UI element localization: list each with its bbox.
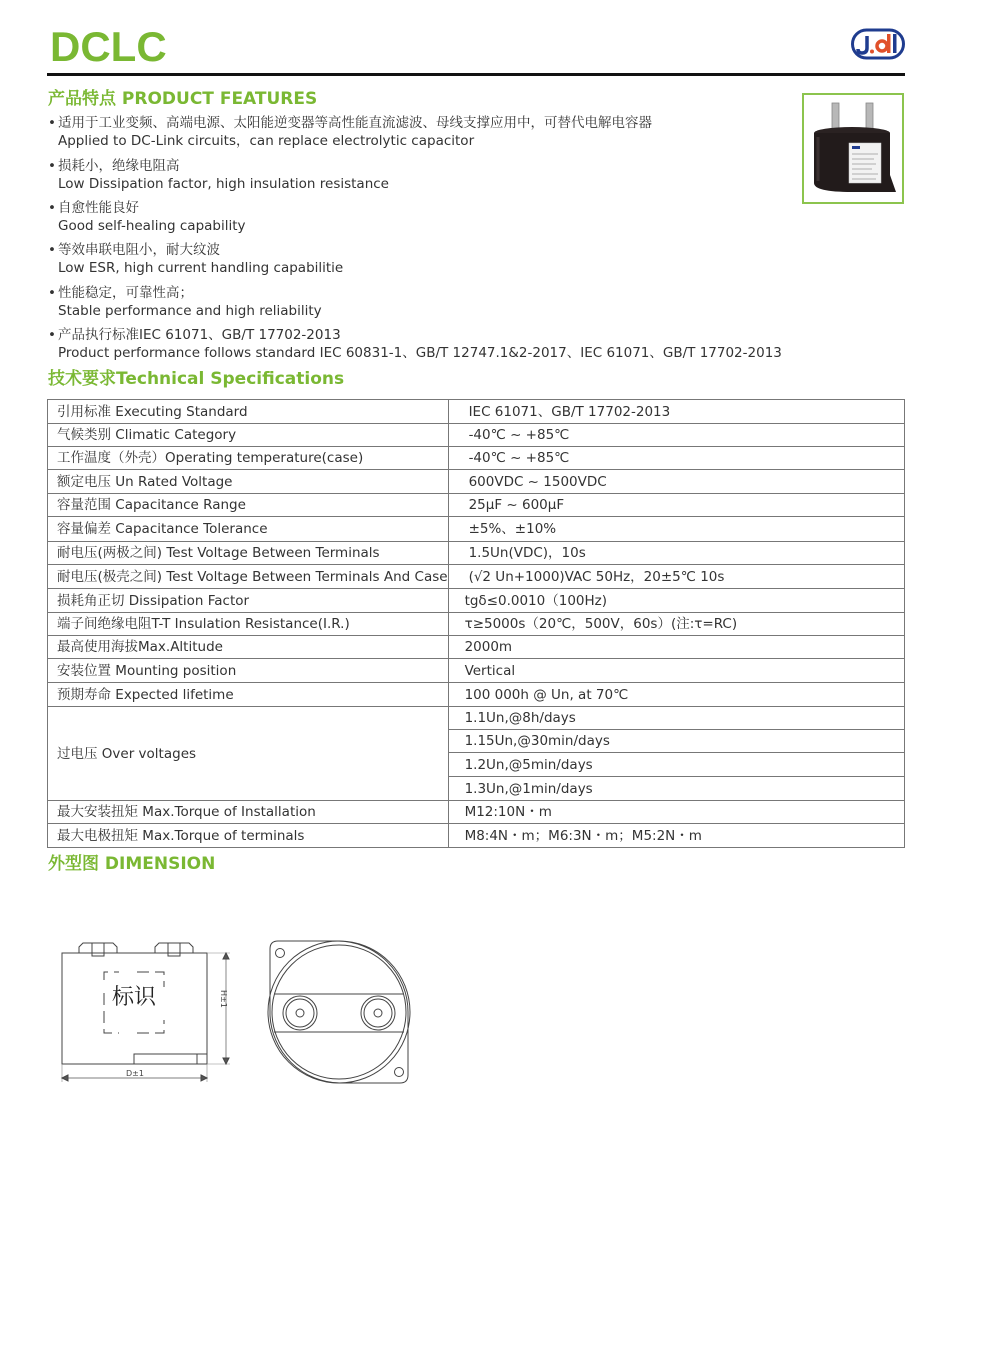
spec-value: Vertical [448, 659, 904, 683]
spec-label: 额定电压 Un Rated Voltage [48, 470, 449, 494]
spec-label: 最大电极扭矩 Max.Torque of terminals [48, 824, 449, 848]
spec-label: 耐电压(两极之间) Test Voltage Between Terminals [48, 542, 449, 565]
spec-label-overvoltage: 过电压 Over voltages [48, 707, 449, 801]
spec-label: 最高使用海拔Max.Altitude [48, 636, 449, 659]
top-view-drawing [262, 935, 417, 1090]
table-row [48, 589, 905, 613]
header-divider [47, 73, 905, 76]
spec-label: 容量范围 Capacitance Range [48, 494, 449, 517]
spec-value: tgδ≤0.0010（100Hz) [448, 589, 904, 613]
table-row [48, 494, 905, 517]
feature-item [48, 326, 782, 362]
spec-value: 2000m [448, 636, 904, 659]
table-row [48, 659, 905, 683]
feature-zh: 性能稳定，可靠性高； [58, 285, 193, 301]
bullet-icon: • [48, 158, 56, 174]
spec-value: 1.2Un,@5min/days [448, 753, 904, 777]
feature-en: Good self-healing capability [58, 218, 246, 234]
spec-label: 最大安装扭矩 Max.Torque of Installation [48, 801, 449, 824]
bullet-icon: • [48, 115, 56, 131]
bullet-icon: • [48, 200, 56, 216]
feature-en: Stable performance and high reliability [58, 303, 322, 319]
spec-label: 安装位置 Mounting position [48, 659, 449, 683]
spec-label: 耐电压(极壳之间) Test Voltage Between Terminals And Case [48, 565, 449, 589]
spec-value: ±5%、±10% [448, 517, 904, 542]
diameter-label: D±1 [126, 1069, 144, 1078]
table-row [48, 613, 905, 636]
feature-en: Applied to DC-Link circuits，can replace electrolytic capacitor [58, 133, 475, 149]
side-view-drawing [55, 935, 245, 1085]
table-row [48, 447, 905, 470]
specs-heading: 技术要求Technical Specifications [48, 369, 345, 389]
bullet-icon: • [48, 327, 56, 343]
spec-value: 25μF ~ 600μF [448, 494, 904, 517]
spec-table [47, 399, 905, 848]
table-row [48, 400, 905, 424]
feature-en: Low Dissipation factor, high insulation resistance [58, 176, 389, 192]
feature-en: Low ESR, high current handling capabilitie [58, 260, 344, 276]
feature-zh: 产品执行标准IEC 61071、GB/T 17702-2013 [58, 327, 341, 343]
spec-value: 1.3Un,@1min/days [448, 777, 904, 801]
spec-value: (√2 Un+1000)VAC 50Hz，20±5℃ 10s [448, 565, 904, 589]
product-photo [802, 93, 904, 204]
feature-en: Product performance follows standard IEC 60831-1、GB/T 12747.1&2-2017、IEC 61071、GB/T 17702-2013 [58, 345, 782, 361]
table-row [48, 565, 905, 589]
spec-value: τ≥5000s（20℃，500V，60s）(注:τ=RC) [448, 613, 904, 636]
feature-item [48, 284, 322, 320]
dimension-heading: 外型图 DIMENSION [48, 854, 216, 874]
feature-item [48, 199, 246, 235]
features-heading: 产品特点 PRODUCT FEATURES [48, 89, 318, 109]
marking-label: 标识 [111, 985, 157, 1010]
table-row [48, 517, 905, 542]
table-row [48, 824, 905, 848]
spec-value: 600VDC ~ 1500VDC [448, 470, 904, 494]
table-row [48, 707, 905, 730]
spec-label: 预期寿命 Expected lifetime [48, 683, 449, 707]
spec-value: 1.15Un,@30min/days [448, 730, 904, 753]
height-label: H±1 [219, 990, 228, 1008]
feature-zh: 损耗小，绝缘电阻高 [58, 158, 180, 174]
table-row [48, 424, 905, 447]
table-row [48, 470, 905, 494]
capacitor-image [804, 95, 902, 202]
table-row [48, 542, 905, 565]
spec-label: 工作温度（外壳）Operating temperature(case) [48, 447, 449, 470]
spec-value: 1.5Un(VDC)，10s [448, 542, 904, 565]
feature-item [48, 157, 389, 193]
spec-value: IEC 61071、GB/T 17702-2013 [448, 400, 904, 424]
spec-value: M12:10N・m [448, 801, 904, 824]
spec-label: 引用标准 Executing Standard [48, 400, 449, 424]
brand-logo [851, 28, 905, 60]
spec-label: 容量偏差 Capacitance Tolerance [48, 517, 449, 542]
spec-label: 气候类别 Climatic Category [48, 424, 449, 447]
spec-value: 1.1Un,@8h/days [448, 707, 904, 730]
spec-label: 端子间绝缘电阻T-T Insulation Resistance(I.R.) [48, 613, 449, 636]
bullet-icon: • [48, 285, 56, 301]
spec-value: M8:4N・m；M6:3N・m；M5:2N・m [448, 824, 904, 848]
spec-value: 100 000h @ Un, at 70℃ [448, 683, 904, 707]
spec-value: -40℃ ~ +85℃ [448, 447, 904, 470]
spec-value: -40℃ ~ +85℃ [448, 424, 904, 447]
table-row [48, 683, 905, 707]
feature-zh: 适用于工业变频、高端电源、太阳能逆变器等高性能直流滤波、母线支撑应用中，可替代电解电容器 [58, 115, 652, 131]
spec-label: 损耗角正切 Dissipation Factor [48, 589, 449, 613]
table-row [48, 801, 905, 824]
feature-zh: 等效串联电阻小，耐大纹波 [58, 242, 220, 258]
feature-item [48, 114, 652, 150]
feature-zh: 自愈性能良好 [58, 200, 139, 216]
bullet-icon: • [48, 242, 56, 258]
feature-item [48, 241, 343, 277]
table-row [48, 636, 905, 659]
product-title: DCLC [50, 23, 167, 70]
